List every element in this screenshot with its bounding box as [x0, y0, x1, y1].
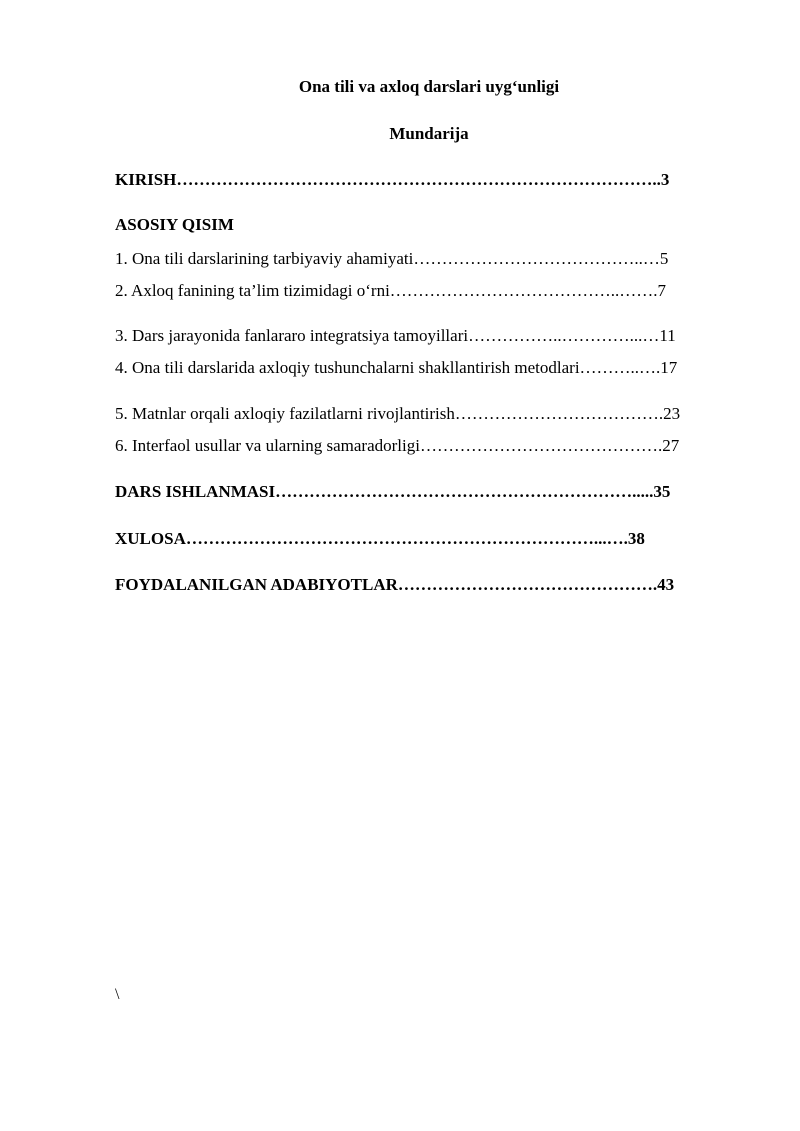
- toc-entry-lesson-plan: DARS ISHLANMASI……………………………………………………….....35: [115, 482, 671, 501]
- toc-entry-2: 2. Axloq fanining ta’lim tizimidagi o‘rni…………………………………..…….7: [115, 281, 667, 300]
- toc-entry-4: 4. Ona tili darslarida axloqiy tushunchalarni shakllantirish metodlari………..….17: [115, 358, 678, 377]
- toc-section-main: ASOSIY QISIM: [115, 215, 234, 234]
- document-title: Ona tili va axloq darslari uyg‘unligi: [298, 77, 560, 96]
- toc-entry-1: 1. Ona tili darslarining tarbiyaviy ahamiyati…………………………………..…5: [115, 249, 669, 268]
- toc-entry-6: 6. Interfaol usullar va ularning samaradorligi…………………………………….27: [115, 436, 680, 455]
- toc-entry-intro: KIRISH…………………………………………………………………………..3: [115, 170, 670, 189]
- toc-entry-conclusion: XULOSA………………………………………………………………...….38: [115, 529, 645, 548]
- stray-backslash: \: [115, 986, 120, 1003]
- toc-entry-references: FOYDALANILGAN ADABIYOTLAR……………………………………….43: [115, 575, 675, 594]
- toc-entry-5: 5. Matnlar orqali axloqiy fazilatlarni rivojlantirish……………………………….23: [115, 404, 681, 423]
- toc-entry-3: 3. Dars jarayonida fanlararo integratsiya tamoyillari……………..…………...…11: [115, 326, 676, 345]
- contents-heading: Mundarija: [389, 124, 469, 143]
